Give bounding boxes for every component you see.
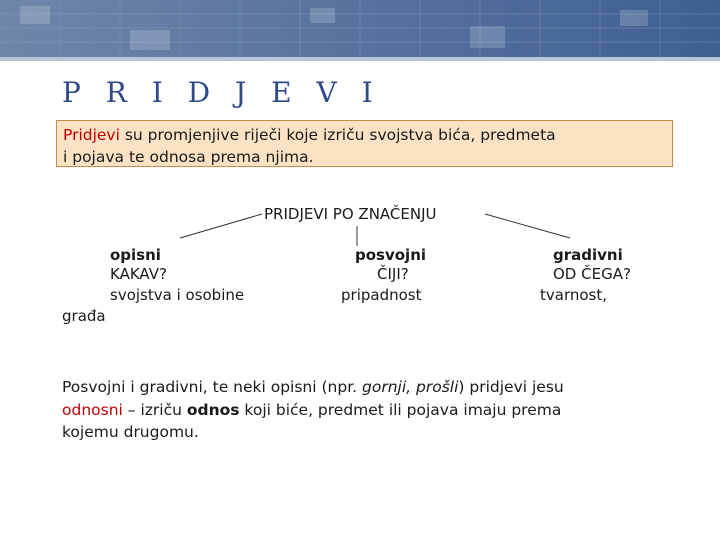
explanation-paragraph — [62, 376, 672, 444]
paragraph-line-1 — [62, 376, 672, 399]
definition-text: su promjenjive riječi koje izriču svojstva bića, predmeta — [119, 126, 556, 144]
branch-opisni-name: opisni — [110, 246, 161, 264]
paragraph-text: koji biće, predmet ili pojava imaju prema — [239, 400, 562, 419]
branch-posvojni-name: posvojni — [355, 246, 427, 264]
page-title: P R I D J E V I — [62, 76, 381, 109]
branch-line-opisni — [180, 214, 262, 238]
definition-term: Pridjevi — [63, 126, 120, 144]
branch-posvojni-meaning: pripadnost — [341, 286, 422, 304]
paragraph-text: – izriču — [122, 400, 187, 419]
paragraph-line-3: kojemu drugomu. — [62, 423, 199, 441]
branch-gradivni-meaning-continued: građa — [62, 307, 106, 325]
paragraph-text: Posvojni i gradivni, te neki opisni (npr. — [62, 378, 363, 396]
branch-line-gradivni — [485, 214, 570, 238]
branch-gradivni-question: OD ČEGA? — [553, 265, 631, 283]
branch-opisni-question: KAKAV? — [110, 265, 167, 283]
branch-opisni-meaning: svojstva i osobine — [110, 286, 245, 304]
tree-root-label: PRIDJEVI PO ZNAČENJU — [264, 205, 437, 223]
branch-gradivni-name: gradivni — [553, 246, 623, 264]
paragraph-line-2 — [62, 399, 672, 422]
paragraph-term: odnosni — [62, 400, 123, 419]
branch-posvojni-question: ČIJI? — [377, 265, 409, 283]
definition-line-2: i pojava te odnosa prema njima. — [63, 148, 314, 166]
paragraph-text: ) pridjevi jesu — [458, 378, 564, 396]
paragraph-bold-term: odnos — [186, 400, 240, 419]
paragraph-examples: gornji, prošli — [362, 378, 459, 396]
branch-gradivni-meaning: tvarnost, — [540, 286, 608, 304]
